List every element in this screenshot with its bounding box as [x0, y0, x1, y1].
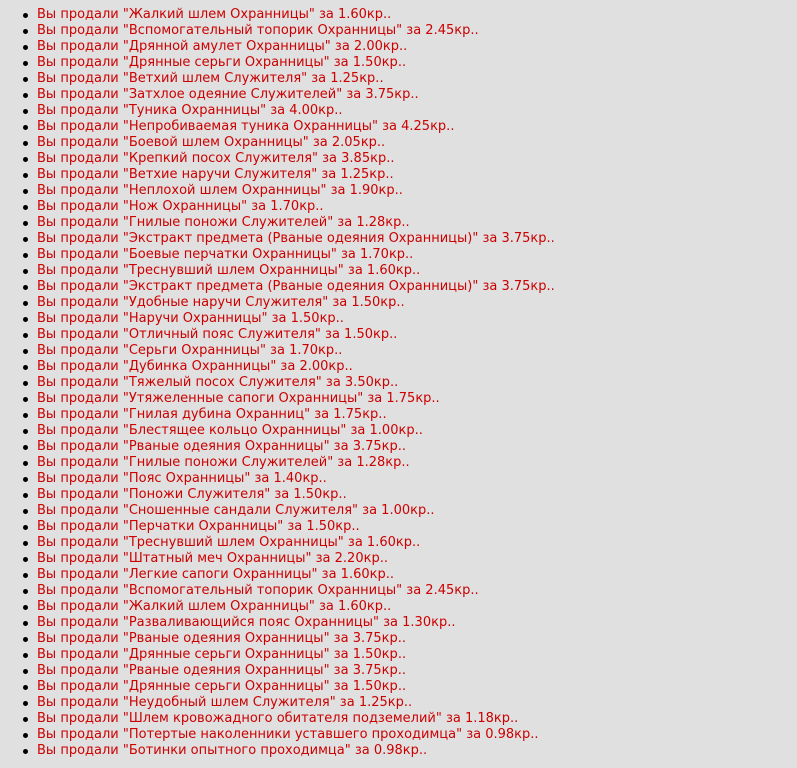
- sales-log-item: [22, 423, 797, 439]
- bullet-icon: [23, 141, 28, 146]
- sales-log-item: [22, 311, 797, 327]
- bullet-icon: [23, 381, 28, 386]
- sale-message-text: Вы продали "Ветхий шлем Служителя" за 1.25кр..: [37, 71, 384, 86]
- bullet-icon: [23, 477, 28, 482]
- sales-log-item: [22, 407, 797, 423]
- sale-message-text: Вы продали "Вспомогательный топорик Охранницы" за 2.45кр..: [37, 583, 479, 598]
- sale-message-text: Вы продали "Серьги Охранницы" за 1.70кр..: [37, 343, 343, 358]
- sale-message-text: Вы продали "Отличный пояс Служителя" за 1.50кр..: [37, 327, 398, 342]
- sale-message-text: Вы продали "Крепкий посох Служителя" за 3.85кр..: [37, 151, 395, 166]
- bullet-icon: [23, 557, 28, 562]
- sales-log-item: [22, 615, 797, 631]
- sales-log-item: [22, 535, 797, 551]
- sales-log-item: [22, 167, 797, 183]
- bullet-icon: [23, 61, 28, 66]
- sale-message-text: Вы продали "Жалкий шлем Охранницы" за 1.60кр..: [37, 599, 392, 614]
- sale-message-text: Вы продали "Поножи Служителя" за 1.50кр..: [37, 487, 347, 502]
- sales-log-item: [22, 39, 797, 55]
- sale-message-text: Вы продали "Дрянные серьги Охранницы" за 1.50кр..: [37, 647, 407, 662]
- sales-log-item: [22, 87, 797, 103]
- sale-message-text: Вы продали "Дрянной амулет Охранницы" за 2.00кр..: [37, 39, 408, 54]
- sales-log-item: [22, 279, 797, 295]
- sales-log-item: [22, 487, 797, 503]
- sales-log-item: [22, 135, 797, 151]
- bullet-icon: [23, 285, 28, 290]
- sales-log-item: [22, 7, 797, 23]
- sale-message-text: Вы продали "Потертые наколенники уставшего проходимца" за 0.98кр..: [37, 727, 539, 742]
- sales-log-item: [22, 183, 797, 199]
- sales-log-item: [22, 743, 797, 759]
- sale-message-text: Вы продали "Треснувший шлем Охранницы" за 1.60кр..: [37, 263, 421, 278]
- bullet-icon: [23, 77, 28, 82]
- sales-log-item: [22, 663, 797, 679]
- bullet-icon: [23, 317, 28, 322]
- sales-log-item: [22, 103, 797, 119]
- sales-log-item: [22, 599, 797, 615]
- sales-log-item: [22, 695, 797, 711]
- sales-log-item: [22, 359, 797, 375]
- bullet-icon: [23, 301, 28, 306]
- bullet-icon: [23, 637, 28, 642]
- sale-message-text: Вы продали "Неплохой шлем Охранницы" за 1.90кр..: [37, 183, 403, 198]
- sales-log-item: [22, 631, 797, 647]
- sales-log-item: [22, 583, 797, 599]
- sales-log-item: [22, 263, 797, 279]
- sales-log-item: [22, 455, 797, 471]
- bullet-icon: [23, 509, 28, 514]
- sale-message-text: Вы продали "Рваные одеяния Охранницы" за 3.75кр..: [37, 631, 407, 646]
- bullet-icon: [23, 125, 28, 130]
- sale-message-text: Вы продали "Экстракт предмета (Рваные одеяния Охранницы)" за 3.75кр..: [37, 231, 555, 246]
- sale-message-text: Вы продали "Легкие сапоги Охранницы" за 1.60кр..: [37, 567, 394, 582]
- sale-message-text: Вы продали "Пояс Охранницы" за 1.40кр..: [37, 471, 327, 486]
- sale-message-text: Вы продали "Дрянные серьги Охранницы" за 1.50кр..: [37, 679, 407, 694]
- sale-message-text: Вы продали "Вспомогательный топорик Охранницы" за 2.45кр..: [37, 23, 479, 38]
- bullet-icon: [23, 333, 28, 338]
- bullet-icon: [23, 701, 28, 706]
- sale-message-text: Вы продали "Ветхие наручи Служителя" за 1.25кр..: [37, 167, 394, 182]
- bullet-icon: [23, 93, 28, 98]
- sales-log-item: [22, 439, 797, 455]
- sale-message-text: Вы продали "Шлем кровожадного обитателя подземелий" за 1.18кр..: [37, 711, 519, 726]
- sales-log-item: [22, 247, 797, 263]
- bullet-icon: [23, 237, 28, 242]
- bullet-icon: [23, 749, 28, 754]
- bullet-icon: [23, 13, 28, 18]
- sale-message-text: Вы продали "Дубинка Охранницы" за 2.00кр..: [37, 359, 353, 374]
- sales-log-item: [22, 375, 797, 391]
- bullet-icon: [23, 45, 28, 50]
- sale-message-text: Вы продали "Непробиваемая туника Охранницы" за 4.25кр..: [37, 119, 455, 134]
- bullet-icon: [23, 589, 28, 594]
- sale-message-text: Вы продали "Неудобный шлем Служителя" за 1.25кр..: [37, 695, 413, 710]
- sales-log-item: [22, 519, 797, 535]
- sales-log-item: [22, 343, 797, 359]
- bullet-icon: [23, 621, 28, 626]
- bullet-icon: [23, 157, 28, 162]
- sales-log-item: [22, 727, 797, 743]
- bullet-icon: [23, 445, 28, 450]
- sales-log-item: [22, 391, 797, 407]
- sale-message-text: Вы продали "Тяжелый посох Служителя" за 3.50кр..: [37, 375, 399, 390]
- sale-message-text: Вы продали "Удобные наручи Служителя" за 1.50кр..: [37, 295, 405, 310]
- sales-log-item: [22, 23, 797, 39]
- bullet-icon: [23, 717, 28, 722]
- sale-message-text: Вы продали "Нож Охранницы" за 1.70кр..: [37, 199, 324, 214]
- sales-log-item: [22, 71, 797, 87]
- bullet-icon: [23, 253, 28, 258]
- sales-log-item: [22, 55, 797, 71]
- bullet-icon: [23, 109, 28, 114]
- bullet-icon: [23, 269, 28, 274]
- bullet-icon: [23, 189, 28, 194]
- sale-message-text: Вы продали "Затхлое одеяние Служителей" за 3.75кр..: [37, 87, 419, 102]
- sale-message-text: Вы продали "Утяжеленные сапоги Охранницы" за 1.75кр..: [37, 391, 440, 406]
- bullet-icon: [23, 461, 28, 466]
- sales-log-item: [22, 295, 797, 311]
- sale-message-text: Вы продали "Наручи Охранницы" за 1.50кр..: [37, 311, 344, 326]
- sale-message-text: Вы продали "Ботинки опытного проходимца" за 0.98кр..: [37, 743, 428, 758]
- sale-message-text: Вы продали "Треснувший шлем Охранницы" за 1.60кр..: [37, 535, 421, 550]
- sale-message-text: Вы продали "Рваные одеяния Охранницы" за 3.75кр..: [37, 439, 407, 454]
- bullet-icon: [23, 349, 28, 354]
- sales-log-item: [22, 231, 797, 247]
- sale-message-text: Вы продали "Гнилые поножи Служителей" за 1.28кр..: [37, 455, 410, 470]
- bullet-icon: [23, 541, 28, 546]
- sale-message-text: Вы продали "Дрянные серьги Охранницы" за 1.50кр..: [37, 55, 407, 70]
- bullet-icon: [23, 493, 28, 498]
- bullet-icon: [23, 653, 28, 658]
- sale-message-text: Вы продали "Штатный меч Охранницы" за 2.20кр..: [37, 551, 388, 566]
- bullet-icon: [23, 685, 28, 690]
- sales-log-item: [22, 567, 797, 583]
- sales-log-item: [22, 647, 797, 663]
- bullet-icon: [23, 525, 28, 530]
- sale-message-text: Вы продали "Рваные одеяния Охранницы" за 3.75кр..: [37, 663, 407, 678]
- bullet-icon: [23, 605, 28, 610]
- sale-message-text: Вы продали "Гнилые поножи Служителей" за 1.28кр..: [37, 215, 410, 230]
- sales-log-item: [22, 471, 797, 487]
- bullet-icon: [23, 205, 28, 210]
- sale-message-text: Вы продали "Боевые перчатки Охранницы" за 1.70кр..: [37, 247, 414, 262]
- sales-log-item: [22, 503, 797, 519]
- sales-log-item: [22, 551, 797, 567]
- bullet-icon: [23, 669, 28, 674]
- sales-log-item: [22, 679, 797, 695]
- sale-message-text: Вы продали "Блестящее кольцо Охранницы" за 1.00кр..: [37, 423, 423, 438]
- sale-message-text: Вы продали "Перчатки Охранницы" за 1.50кр..: [37, 519, 360, 534]
- bullet-icon: [23, 221, 28, 226]
- bullet-icon: [23, 733, 28, 738]
- bullet-icon: [23, 173, 28, 178]
- sales-log-item: [22, 711, 797, 727]
- sale-message-text: Вы продали "Жалкий шлем Охранницы" за 1.60кр..: [37, 7, 392, 22]
- sale-message-text: Вы продали "Гнилая дубина Охранниц" за 1.75кр..: [37, 407, 387, 422]
- bullet-icon: [23, 365, 28, 370]
- bullet-icon: [23, 29, 28, 34]
- sales-log-item: [22, 327, 797, 343]
- sale-message-text: Вы продали "Экстракт предмета (Рваные одеяния Охранницы)" за 3.75кр..: [37, 279, 555, 294]
- bullet-icon: [23, 413, 28, 418]
- bullet-icon: [23, 429, 28, 434]
- sales-log-item: [22, 151, 797, 167]
- bullet-icon: [23, 397, 28, 402]
- sale-message-text: Вы продали "Боевой шлем Охранницы" за 2.05кр..: [37, 135, 386, 150]
- bullet-icon: [23, 573, 28, 578]
- sales-log-item: [22, 119, 797, 135]
- sale-message-text: Вы продали "Разваливающийся пояс Охранницы" за 1.30кр..: [37, 615, 456, 630]
- sale-message-text: Вы продали "Туника Охранницы" за 4.00кр..: [37, 103, 343, 118]
- sales-log-item: [22, 199, 797, 215]
- sale-message-text: Вы продали "Сношенные сандали Служителя" за 1.00кр..: [37, 503, 435, 518]
- sales-log-item: [22, 215, 797, 231]
